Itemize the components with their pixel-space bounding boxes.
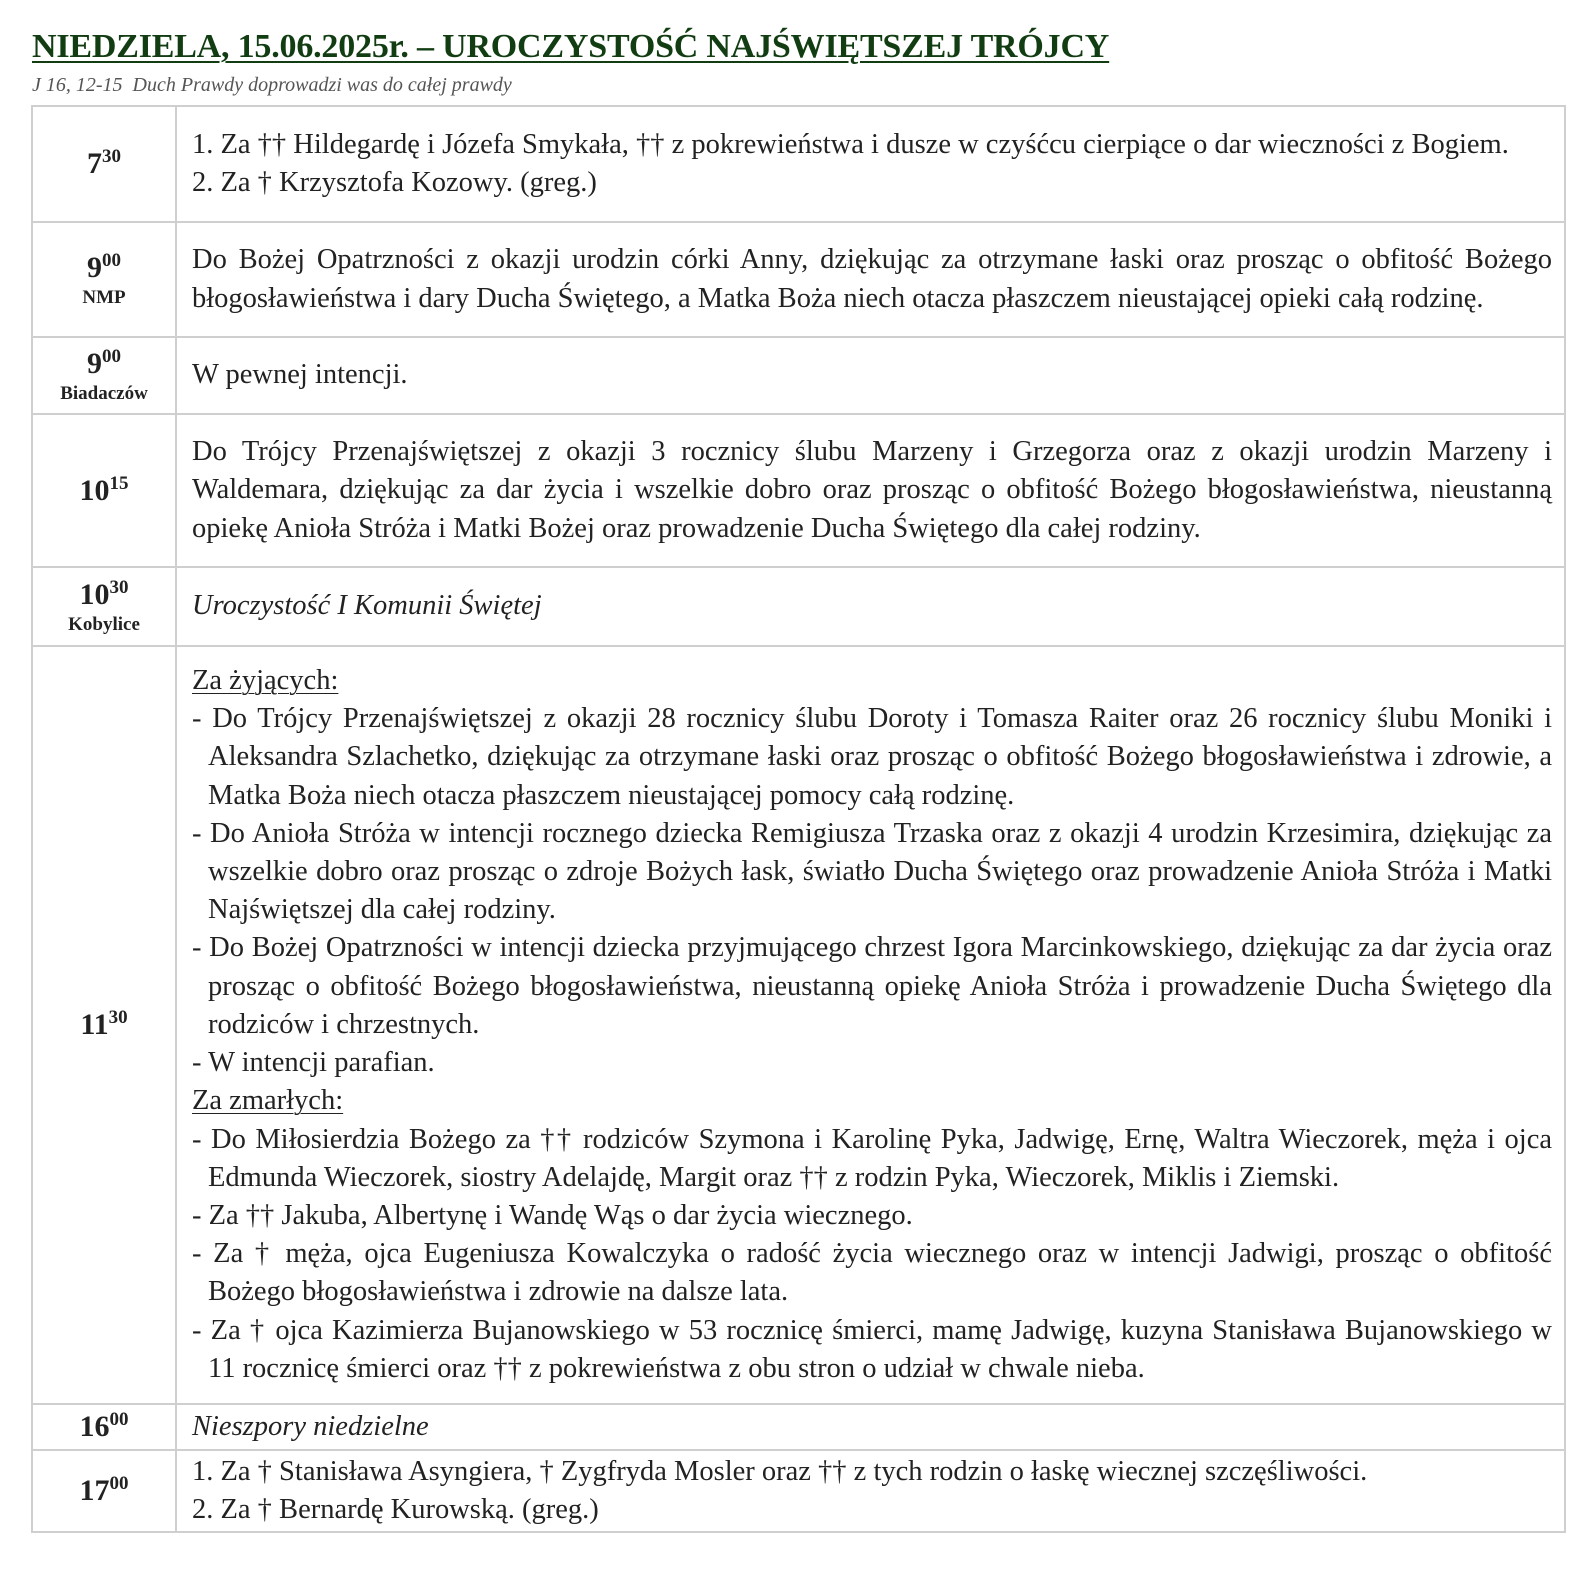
mass-time: $17^{00}$ xyxy=(79,1473,129,1508)
intention-cell xyxy=(176,106,1565,222)
mass-location: Biadaczów xyxy=(60,382,148,404)
mass-time-cell xyxy=(32,414,176,567)
mass-time-cell xyxy=(32,646,176,1404)
mass-location: NMP xyxy=(82,286,126,308)
intention-text: 1. Za † Stanisława Asyngiera, † Zygfryda Mosler oraz †† z tych rodzin o łaskę wiecznej szczęśliwości. xyxy=(192,1456,1368,1487)
intention-text: - Za † ojca Kazimierza Bujanowskiego w 53 rocznicę śmierci, mamę Jadwigę, kuzyna Stanisława Bujanowskiego w 11 rocznicę śmierci oraz †† z pokrewieństwa z obu stron o udział w chwale nieba. xyxy=(192,1314,1552,1384)
intention-text: - Do Miłosierdzia Bożego za †† rodziców Szymona i Karolinę Pyka, Jadwigę, Ernę, Waltra Wieczorek, męża i ojca Edmunda Wieczorek, siostry Adelajdę, Margit oraz †† z rodzin Pyka, Wieczorek, Miklis i Ziemski. xyxy=(192,1123,1552,1193)
mass-time-cell xyxy=(32,106,176,222)
mass-time: $9^{00}$ xyxy=(87,249,121,284)
section-label-living: Za żyjących: xyxy=(192,665,339,697)
table-row xyxy=(32,222,1565,337)
mass-time: $16^{00}$ xyxy=(79,1409,129,1443)
intention-text: 2. Za † Bernardę Kurowską. (greg.) xyxy=(192,1494,599,1526)
mass-time: $10^{30}$ xyxy=(79,576,129,611)
table-row xyxy=(32,567,1565,646)
intention-cell xyxy=(176,567,1565,646)
mass-time-cell xyxy=(32,1450,176,1532)
table-row xyxy=(32,414,1565,567)
intention-text: 2. Za † Krzysztofa Kozowy. (greg.) xyxy=(192,167,597,198)
intention-text: Do Trójcy Przenajświętszej z okazji 3 rocznicy ślubu Marzeny i Grzegorza oraz z okazji urodzin Marzeny i Waldemara, dziękując za dar życia i wszelkie dobro oraz prosząc o obfitość Bożego błogosławieństwa, nieustanną opiekę Anioła Stróża i Matki Bożej oraz prowadzenie Ducha Świętego dla całej rodziny. xyxy=(192,436,1552,544)
page-title: NIEDZIELA, 15.06.2025r. – UROCZYSTOŚĆ NAJŚWIĘTSZEJ TRÓJCY xyxy=(32,28,1110,65)
mass-schedule-table xyxy=(31,105,1566,1533)
table-row xyxy=(32,337,1565,414)
intention-text: Do Bożej Opatrzności z okazji urodzin córki Anny, dziękując za otrzymane łaski oraz prosząc o obfitość Bożego błogosławieństwa i dary Ducha Świętego, a Matka Boża niech otacza płaszczem nieustającej opieki całą rodzinę. xyxy=(192,244,1552,314)
intention-cell xyxy=(176,1450,1565,1532)
table-row xyxy=(32,1450,1565,1532)
intention-text: - W intencji parafian. xyxy=(192,1047,435,1079)
mass-time-cell xyxy=(32,1404,176,1450)
gospel-reading: J 16, 12-15 Duch Prawdy doprowadzi was do całej prawdy xyxy=(32,74,512,96)
intention-text: 1. Za †† Hildegardę i Józefa Smykała, †† z pokrewieństwa i dusze w czyśćcu cierpiące o dar wieczności z Bogiem. xyxy=(192,128,1509,160)
intention-text: W pewnej intencji. xyxy=(192,359,408,391)
section-label-deceased: Za zmarłych: xyxy=(192,1085,344,1117)
table-row xyxy=(32,646,1565,1404)
intention-text: - Do Bożej Opatrzności w intencji dziecka przyjmującego chrzest Igora Marcinkowskiego, dziękując za dar życia oraz prosząc o obfitość Bożego błogosławieństwa, nieustanną opiekę Anioła Stróża i prowadzenie Ducha Świętego dla rodziców i chrzestnych. xyxy=(192,932,1552,1040)
intention-text: - Do Trójcy Przenajświętszej z okazji 28 rocznicy ślubu Doroty i Tomasza Raiter oraz 26 rocznicy ślubu Moniki i Aleksandra Szlachetko, dziękując za otrzymane łaski oraz prosząc o obfitość Bożego błogosławieństwa i zdrowie, a Matka Boża niech otacza płaszczem nieustającej pomocy całą rodzinę. xyxy=(192,703,1552,811)
intention-text: - Za † męża, ojca Eugeniusza Kowalczyka o radość życia wiecznego oraz w intencji Jadwigi, prosząc o obfitość Bożego błogosławieństwa i zdrowie na dalsze lata. xyxy=(192,1238,1552,1308)
intention-cell xyxy=(176,222,1565,337)
intention-text: Uroczystość I Komunii Świętej xyxy=(192,590,542,622)
mass-time-cell xyxy=(32,222,176,337)
mass-time-cell xyxy=(32,567,176,646)
table-row xyxy=(32,106,1565,222)
mass-time: $7^{30}$ xyxy=(87,146,121,180)
mass-time: $11^{30}$ xyxy=(80,1007,128,1041)
intention-cell xyxy=(176,414,1565,567)
intention-text: Nieszpory niedzielne xyxy=(192,1410,429,1442)
intention-cell xyxy=(176,646,1565,1404)
intention-text: - Za †† Jakuba, Albertynę i Wandę Wąs o dar życia wiecznego. xyxy=(192,1199,913,1231)
mass-time: $10^{15}$ xyxy=(79,472,129,507)
mass-location: Kobylice xyxy=(68,613,140,635)
intention-text: - Do Anioła Stróża w intencji rocznego dziecka Remigiusza Trzaska oraz z okazji 4 urodzin Krzesimira, dziękując za wszelkie dobro oraz prosząc o zdroje Bożych łask, światło Ducha Świętego oraz prowadzenie Anioła Stróża i Matki Najświętszej dla całej rodziny. xyxy=(192,817,1552,926)
intention-cell xyxy=(176,337,1565,414)
mass-time: $9^{00}$ xyxy=(87,345,121,380)
mass-time-cell xyxy=(32,337,176,414)
intention-cell xyxy=(176,1404,1565,1450)
table-row xyxy=(32,1404,1565,1450)
